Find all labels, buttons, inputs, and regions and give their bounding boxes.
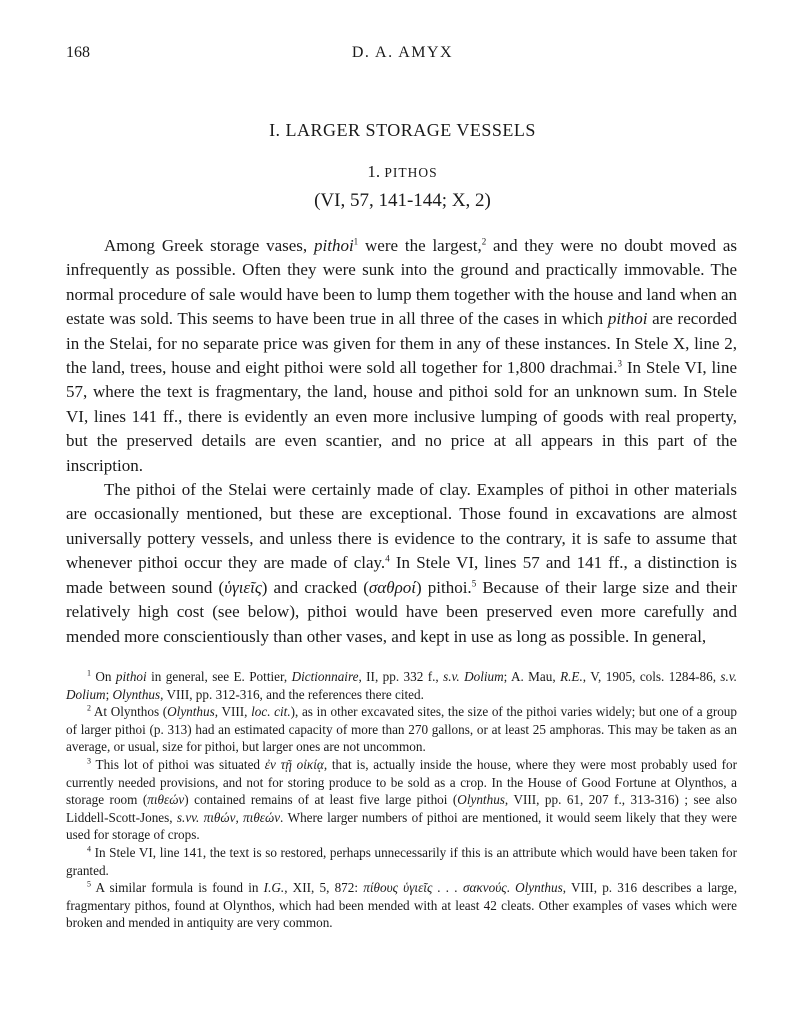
body-text xyxy=(66,234,737,649)
footnote-4 xyxy=(66,844,737,879)
text-run: are recorded in the Stelai, for no separate price was given for them in any of these instances. In Stele X, line 2, the land, trees, house and eight pithoi were sold all together for 1,800 drachmai. xyxy=(66,309,737,378)
italic-term: s.v. Dolium xyxy=(443,669,504,684)
footnote-1 xyxy=(66,668,737,703)
paragraph-1 xyxy=(66,234,737,478)
text-run: , VIII, pp. 61, 207 f., 313-316) ; see also Liddell-Scott-Jones, xyxy=(66,792,737,825)
italic-title: Olynthus xyxy=(457,792,505,808)
footnote-number: 1 xyxy=(87,668,91,678)
subsection-number: 1. xyxy=(367,162,381,181)
greek-term: σαθροί xyxy=(368,577,416,597)
footnote-2 xyxy=(66,703,737,756)
text-run: and they were no doubt moved as infrequently as possible. Often they were sunk into the ground and practically immovable. The normal procedure of sale would have been to lump them together with the house and land when an estate was sold. This seems to have been true in all three of the cases in which xyxy=(66,236,737,329)
text-run: This lot of pithoi was situated xyxy=(91,756,265,772)
page-header xyxy=(66,44,739,66)
text-run: , VIII, pp. 312-316, and the references there cited. xyxy=(160,686,424,702)
text-run: , XII, 5, 872: xyxy=(284,880,364,896)
greek-term: πίθους ὑγιεῖς . . . σακνούς xyxy=(363,880,507,896)
footnote-ref: 1 xyxy=(353,236,359,247)
footnote-ref: 3 xyxy=(617,358,622,369)
text-run: . xyxy=(506,880,516,896)
section-title: I. LARGER STORAGE VESSELS xyxy=(269,120,536,140)
paragraph-2 xyxy=(66,478,737,649)
text-run: ) pithoi. xyxy=(415,577,472,597)
text-run: ) contained remains of at least five large pithoi ( xyxy=(184,792,458,808)
text-run: in general, see E. Pottier, xyxy=(146,669,292,684)
text-run: ; xyxy=(105,686,113,702)
italic-term: pithoi xyxy=(607,309,648,329)
text-run: On xyxy=(91,669,116,684)
footnote-ref: 4 xyxy=(385,553,390,564)
text-run: ), as in other excavated sites, the size of the pithoi varies widely; but one of a group of larger pithoi (p. 313) had an estimated capacity of more than 270 gallons, or at least 25 amphoras. This may be taken as an average, or usual, size for pithoi, but larger ones are not uncommon. xyxy=(66,704,737,755)
italic-title: I.G. xyxy=(263,880,285,896)
italic-term: pithoi xyxy=(314,236,354,255)
text-run: , VIII, xyxy=(214,704,252,720)
footnote-ref: 2 xyxy=(481,236,487,247)
footnote-5 xyxy=(66,879,737,932)
text-run: A similar formula is found in xyxy=(91,880,264,896)
italic-title: Dictionnaire xyxy=(291,669,359,684)
italic-term: pithoi xyxy=(115,669,147,684)
text-run: , II, pp. 332 f., xyxy=(358,669,444,684)
text-run: Because of their large size and their relatively high cost (see below), pithoi would have been preserved even more carefully and mended more conscientiously than other vases, and kept in use as long as possible. In general, xyxy=(66,577,737,646)
text-run: In Stele VI, line 141, the text is so restored, perhaps unnecessarily if this is an attribute which would have been taken for granted. xyxy=(66,844,737,878)
footnote-number: 2 xyxy=(87,703,91,713)
text-run: , VIII, p. 316 describes a large, fragmentary pithos, found at Olynthos, which had been mended with at least 42 cleats. Other examples of vases which were broken and mended in antiquity are very common. xyxy=(66,880,737,931)
italic-term: s.v. Dolium xyxy=(66,669,738,702)
text-run: were the largest, xyxy=(358,236,482,255)
text-run: ; A. Mau, xyxy=(503,669,561,684)
italic-title: R.E. xyxy=(560,669,583,684)
greek-term: πιθεών xyxy=(147,792,185,808)
italic-title: Olynthus xyxy=(112,686,161,702)
text-run: In Stele VI, line 57, where the text is fragmentary, the land, house and pithoi sold for an unknown sum. In Stele VI, lines 141 ff., there is evidently an even more inclusive lumping of goods with real property, but the preserved details are even scantier, and no price at all appears in this part of the inscription. xyxy=(66,358,738,475)
text-run: , that is, actually inside the house, where they were most probably used for currently needed provisions, and not for storing produce to be sold as a crop. In the House of Good Fortune at Olynthos, a storage room ( xyxy=(66,756,737,808)
italic-title: Olynthus xyxy=(515,880,563,896)
footnote-3 xyxy=(66,756,737,844)
text-run: Among Greek storage vases, xyxy=(104,236,314,255)
footnote-number: 4 xyxy=(87,844,91,854)
text-run: , V, 1905, cols. 1284-86, xyxy=(582,669,721,684)
running-head: D. A. AMYX xyxy=(351,44,454,61)
italic-term: loc. cit. xyxy=(251,704,291,720)
subsection-name: PITHOS xyxy=(384,165,438,180)
text-run: ) and cracked ( xyxy=(261,577,369,597)
text-run: In Stele VI, lines 57 and 141 ff., a distinction is made between sound ( xyxy=(66,553,737,597)
subsection-title xyxy=(0,162,805,182)
greek-term: ὑγιεῖς xyxy=(224,577,262,597)
greek-term: s.vv. πιθών, πιθεών xyxy=(176,809,281,825)
text-run: At Olynthos ( xyxy=(91,704,168,720)
italic-title: Olynthus xyxy=(167,704,215,720)
footnote-number: 5 xyxy=(87,879,91,889)
text-run: The pithoi of the Stelai were certainly made of clay. Examples of pithoi in other materials are occasionally mentioned, but these are exceptional. Those found in excavations are almost universally pottery vessels, and unless there is evidence to the contrary, it is safe to assume that whenever pithoi occur they are made of clay. xyxy=(66,480,737,573)
text-run: . Where larger numbers of pithoi are mentioned, it would seem likely that they were used for storage of crops. xyxy=(66,809,737,843)
subsection-references: (VI, 57, 141-144; X, 2) xyxy=(314,190,491,211)
footnote-number: 3 xyxy=(87,756,91,766)
footnotes xyxy=(66,668,737,932)
greek-term: ἐν τῇ οἰκίᾳ xyxy=(264,756,324,772)
page-number: 168 xyxy=(66,44,90,61)
footnote-ref: 5 xyxy=(471,578,477,589)
